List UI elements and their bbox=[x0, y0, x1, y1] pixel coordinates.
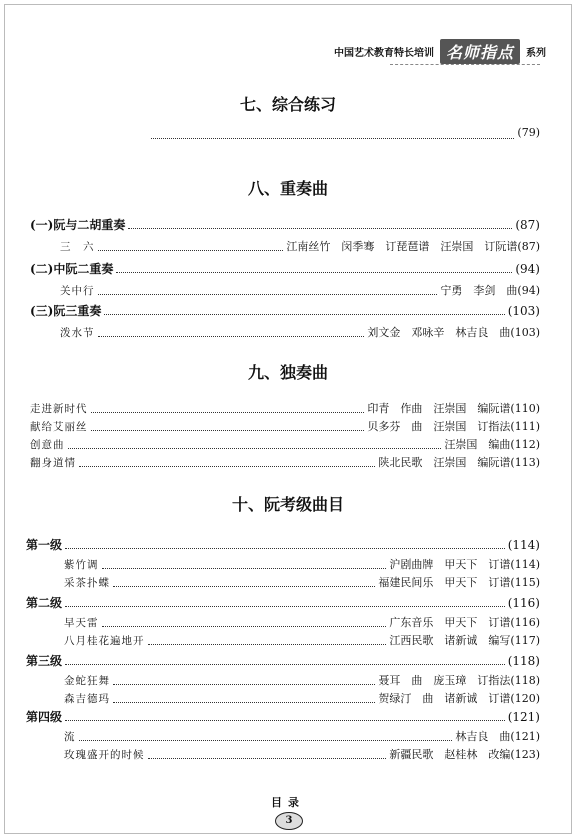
toc-entry[interactable] bbox=[26, 536, 540, 552]
toc-entry-title: 关中行 bbox=[60, 285, 95, 297]
toc-entry-title: 翻身道情 bbox=[30, 457, 76, 469]
toc-entry-credit: 新疆民歌 赵桂林 改编 bbox=[389, 748, 511, 761]
toc-entry-credit: 广东音乐 甲天下 订谱 bbox=[389, 616, 511, 629]
toc-entry[interactable] bbox=[60, 282, 540, 298]
toc-entry-title: 八月桂花遍地开 bbox=[64, 635, 145, 647]
toc-entry[interactable] bbox=[30, 302, 540, 318]
toc-page-number: (87) bbox=[517, 240, 540, 253]
toc-entry-title: 三 六 bbox=[60, 241, 95, 253]
toc-entry-title: 第四级 bbox=[26, 710, 63, 724]
toc-entry[interactable] bbox=[60, 324, 540, 340]
footer-title: 目录 bbox=[271, 796, 305, 809]
toc-entry-title: 紫竹调 bbox=[64, 559, 99, 571]
toc-page-number: (110) bbox=[510, 402, 540, 415]
toc-page-number: (117) bbox=[510, 634, 540, 647]
toc-entry[interactable] bbox=[64, 574, 540, 590]
toc-page-number: (87) bbox=[515, 218, 540, 232]
dot-leader bbox=[65, 598, 505, 607]
toc-entry-credit: 宁勇 李剑 曲 bbox=[440, 284, 518, 297]
dot-leader bbox=[113, 676, 375, 685]
toc-page-number: (118) bbox=[507, 654, 540, 668]
toc-entry[interactable] bbox=[30, 436, 540, 452]
toc-entry[interactable] bbox=[30, 260, 540, 276]
toc-entry-title: 第二级 bbox=[26, 596, 63, 610]
toc-entry[interactable] bbox=[148, 126, 540, 142]
toc-entry[interactable] bbox=[64, 556, 540, 572]
toc-page-number: (112) bbox=[510, 438, 540, 451]
toc-entry-credit: 江南丝竹 闵季骞 订琵琶谱 汪崇国 订阮谱 bbox=[286, 240, 518, 253]
dot-leader bbox=[98, 242, 284, 251]
toc-entry-title: (三)阮三重奏 bbox=[30, 304, 102, 318]
toc-entry[interactable] bbox=[30, 418, 540, 434]
dot-leader bbox=[102, 560, 387, 569]
dot-leader bbox=[65, 712, 505, 721]
dot-leader bbox=[91, 422, 365, 431]
toc-page-number: (113) bbox=[510, 456, 540, 469]
dot-leader bbox=[65, 656, 505, 665]
dot-leader bbox=[79, 458, 375, 467]
toc-entry-credit: 陕北民歌 汪崇国 编阮谱 bbox=[378, 456, 511, 469]
toc-entry-credit: 聂耳 曲 庞玉璋 订指法 bbox=[378, 674, 511, 687]
toc-entry-credit: 印青 作曲 汪崇国 编阮谱 bbox=[367, 402, 511, 415]
toc-entry-credit: 沪剧曲牌 甲天下 订谱 bbox=[389, 558, 511, 571]
toc-page-number: (114) bbox=[507, 538, 540, 552]
toc-page-number: (79) bbox=[517, 126, 540, 139]
toc-page-number: (94) bbox=[517, 284, 540, 297]
dot-leader bbox=[102, 618, 387, 627]
toc-entry-title: 采茶扑蝶 bbox=[64, 577, 110, 589]
toc-page-number: (111) bbox=[510, 420, 540, 433]
toc-entry-credit: 江西民歌 诸新诚 编写 bbox=[389, 634, 511, 647]
toc-entry-title: (二)中阮二重奏 bbox=[30, 262, 114, 276]
page-header bbox=[334, 40, 546, 62]
toc-page-number: (118) bbox=[510, 674, 540, 687]
dot-leader bbox=[148, 750, 387, 759]
toc-entry-credit: 汪崇国 编曲 bbox=[444, 438, 511, 451]
toc-entry-title: 玫瑰盛开的时候 bbox=[64, 749, 145, 761]
toc-page-number: (103) bbox=[510, 326, 540, 339]
dot-leader bbox=[91, 404, 365, 413]
toc-entry-credit: 林吉良 曲 bbox=[455, 730, 511, 743]
toc-entry-title: 泼水节 bbox=[60, 327, 95, 339]
toc-entry[interactable] bbox=[30, 454, 540, 470]
toc-entry[interactable] bbox=[60, 238, 540, 254]
toc-entry-title: 第一级 bbox=[26, 538, 63, 552]
section-title: 九、独奏曲 bbox=[247, 363, 328, 382]
dot-leader bbox=[98, 286, 438, 295]
section-title: 八、重奏曲 bbox=[247, 179, 328, 198]
series-suffix: 系列 bbox=[526, 47, 546, 59]
toc-page-number: (116) bbox=[510, 616, 540, 629]
dot-leader bbox=[79, 732, 453, 741]
toc-entry[interactable] bbox=[26, 708, 540, 724]
toc-entry-credit: 福建民间乐 甲天下 订谱 bbox=[378, 576, 511, 589]
toc-entry[interactable] bbox=[26, 594, 540, 610]
dot-leader bbox=[98, 328, 365, 337]
toc-entry-title: 第三级 bbox=[26, 654, 63, 668]
toc-entry[interactable] bbox=[26, 652, 540, 668]
dot-leader bbox=[151, 130, 514, 139]
toc-entry-title: 森吉德玛 bbox=[64, 693, 110, 705]
toc-entry-title: (一)阮与二胡重奏 bbox=[30, 218, 126, 232]
page-number-badge: 3 bbox=[275, 812, 303, 830]
toc-entry-title: 流 bbox=[64, 731, 76, 743]
toc-entry[interactable] bbox=[30, 216, 540, 232]
toc-entry[interactable] bbox=[30, 400, 540, 416]
toc-page-number: (115) bbox=[510, 576, 540, 589]
toc-entry-credit: 贺绿汀 曲 诸新诚 订谱 bbox=[378, 692, 511, 705]
toc-page-number: (121) bbox=[507, 710, 540, 724]
toc-entry-title: 早天雷 bbox=[64, 617, 99, 629]
dot-leader bbox=[113, 578, 375, 587]
toc-entry-credit: 贝多芬 曲 汪崇国 订指法 bbox=[367, 420, 511, 433]
toc-page-number: (103) bbox=[507, 304, 540, 318]
dot-leader bbox=[113, 694, 375, 703]
dot-leader bbox=[104, 306, 504, 315]
brand-logo: 名师指点 bbox=[440, 39, 520, 64]
toc-entry[interactable] bbox=[64, 614, 540, 630]
toc-entry[interactable] bbox=[64, 746, 540, 762]
toc-page-number: (120) bbox=[510, 692, 540, 705]
dot-leader bbox=[148, 636, 387, 645]
toc-entry[interactable] bbox=[64, 728, 540, 744]
section-title: 十、阮考级曲目 bbox=[231, 495, 344, 514]
dot-leader bbox=[116, 264, 512, 273]
toc-page-number: (114) bbox=[510, 558, 540, 571]
toc-entry[interactable] bbox=[64, 690, 540, 706]
dot-leader bbox=[128, 220, 512, 229]
toc-entry-title: 献给艾丽丝 bbox=[30, 421, 88, 433]
header-rule bbox=[390, 64, 540, 65]
toc-page-number: (123) bbox=[510, 748, 540, 761]
toc-entry[interactable] bbox=[64, 632, 540, 648]
toc-entry-title: 走进新时代 bbox=[30, 403, 88, 415]
toc-entry-credit: 刘文金 邓咏辛 林吉良 曲 bbox=[367, 326, 511, 339]
toc-page-number: (116) bbox=[507, 596, 540, 610]
toc-page-number: (94) bbox=[515, 262, 540, 276]
dot-leader bbox=[68, 440, 442, 449]
toc-page-number: (121) bbox=[510, 730, 540, 743]
toc-entry-title: 金蛇狂舞 bbox=[64, 675, 110, 687]
dot-leader bbox=[65, 540, 505, 549]
series-title: 中国艺术教育特长培训 bbox=[333, 47, 434, 59]
section-title: 七、综合练习 bbox=[239, 95, 336, 114]
toc-entry-title: 创意曲 bbox=[30, 439, 65, 451]
toc-entry[interactable] bbox=[64, 672, 540, 688]
